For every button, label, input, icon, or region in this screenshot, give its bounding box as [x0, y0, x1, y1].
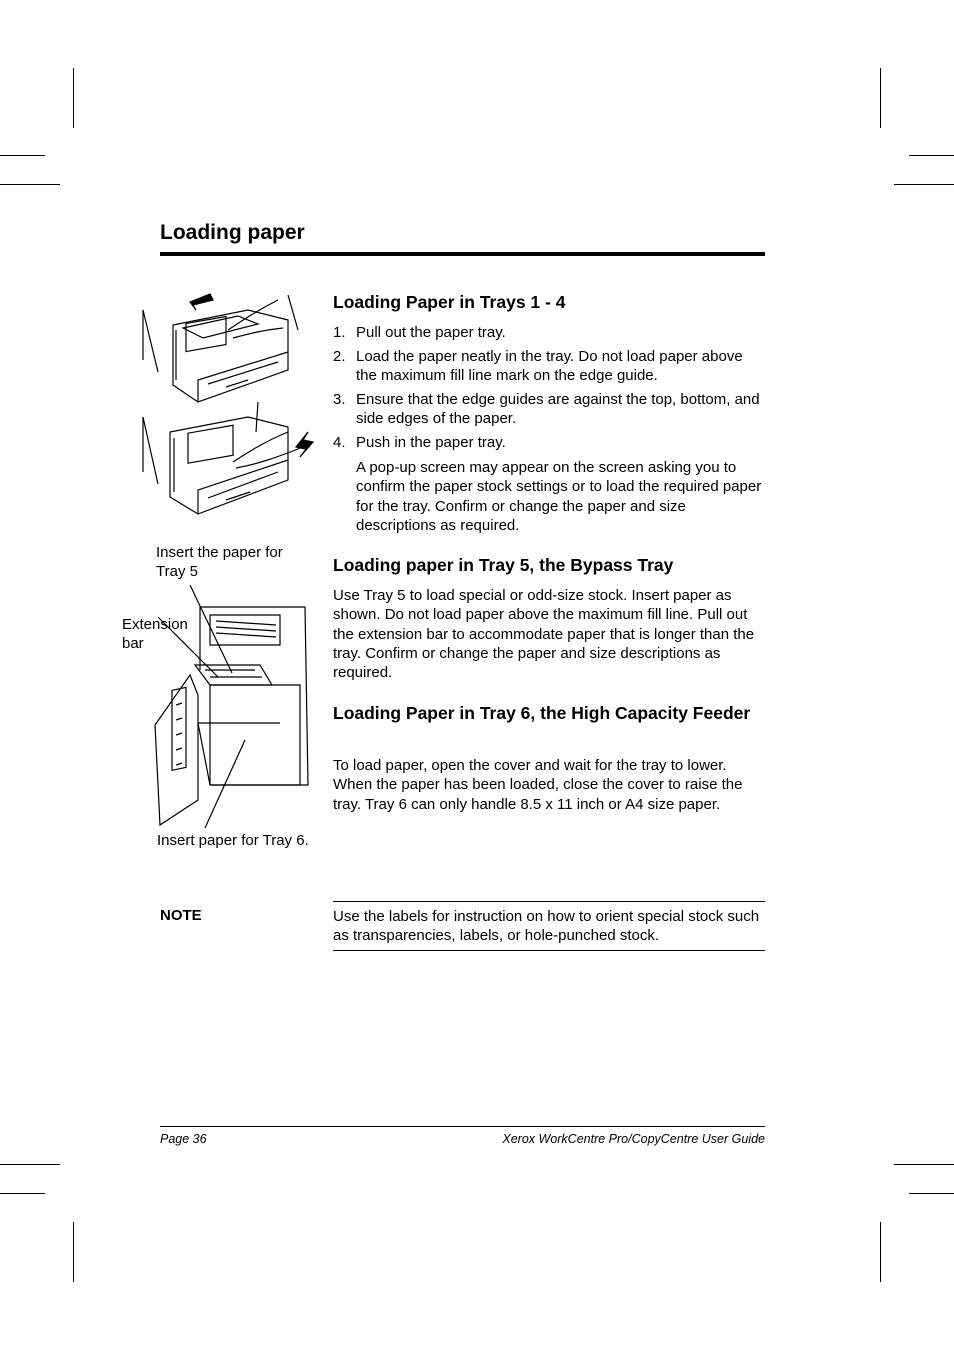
crop-mark	[909, 1193, 954, 1194]
heading-tray-6: Loading Paper in Tray 6, the High Capacity Feeder	[333, 703, 751, 723]
section-title: Loading paper	[160, 221, 305, 244]
bypass-hcf-illustration	[150, 585, 315, 830]
note-bottom-rule	[333, 950, 765, 951]
heading-trays-1-4: Loading Paper in Trays 1 - 4	[333, 292, 566, 312]
crop-mark	[880, 68, 881, 128]
crop-mark	[0, 1193, 45, 1194]
steps-list-container	[333, 323, 765, 457]
list-item: 4. Push in the paper tray.	[333, 433, 506, 451]
crop-mark	[894, 1164, 954, 1165]
crop-mark	[0, 1164, 60, 1165]
crop-mark	[0, 184, 60, 185]
crop-mark	[73, 1222, 74, 1282]
page-number: Page 36	[160, 1132, 207, 1146]
label-insert-tray5: Insert the paper for Tray 5	[156, 544, 283, 580]
popup-note-paragraph: A pop-up screen may appear on the screen asking you to confirm the paper stock settings or to load the required paper for the tray. Confirm or change the paper and size descriptions as required.	[356, 459, 762, 534]
tray-pull-out-illustration	[138, 290, 310, 405]
heading-tray-5: Loading paper in Tray 5, the Bypass Tray	[333, 555, 674, 575]
crop-mark	[909, 155, 954, 156]
footer-rule	[160, 1126, 765, 1127]
guide-title: Xerox WorkCentre Pro/CopyCentre User Guide	[502, 1132, 765, 1146]
crop-mark	[880, 1222, 881, 1282]
list-item: 2. Load the paper neatly in the tray. Do not load paper above the maximum fill line mark on the edge guide.	[333, 347, 743, 385]
tray-6-paragraph: To load paper, open the cover and wait for the tray to lower. When the paper has been loaded, close the cover to raise the tray. Tray 6 can only handle 8.5 x 11 inch or A4 size paper.	[333, 757, 743, 813]
list-item: 3. Ensure that the edge guides are against the top, bottom, and side edges of the paper.	[333, 390, 760, 428]
label-insert-tray6: Insert paper for Tray 6.	[157, 832, 309, 849]
list-item: 1. Pull out the paper tray.	[333, 324, 506, 341]
title-rule	[160, 252, 765, 256]
note-text: Use the labels for instruction on how to orient special stock such as transparencies, labels, or hole-punched stock.	[333, 908, 760, 945]
crop-mark	[0, 155, 45, 156]
tray-5-paragraph: Use Tray 5 to load special or odd-size stock. Insert paper as shown. Do not load paper above the maximum fill line. Pull out the extension bar to accommodate paper that is longer than the tray. Confirm or change the paper and size descriptions as required.	[333, 587, 755, 682]
crop-mark	[73, 68, 74, 128]
note-top-rule	[333, 901, 765, 902]
tray-push-in-illustration	[138, 402, 320, 517]
steps-list	[333, 323, 765, 452]
label-extension-bar: Extension bar	[122, 616, 188, 652]
crop-mark	[894, 184, 954, 185]
note-label: NOTE	[160, 907, 202, 924]
